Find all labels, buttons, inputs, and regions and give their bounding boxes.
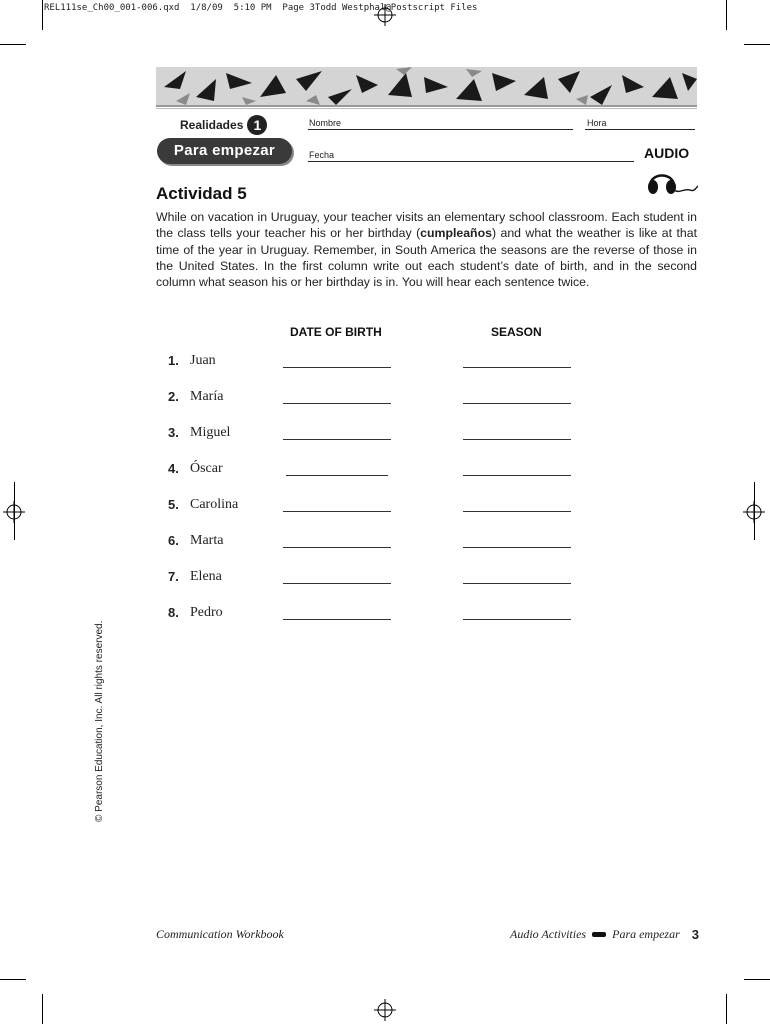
season-answer-blank[interactable]	[463, 619, 571, 620]
season-answer-blank[interactable]	[463, 439, 571, 440]
student-name: Carolina	[190, 497, 239, 512]
row-number: 6.	[168, 533, 179, 548]
student-name: Elena	[190, 569, 222, 584]
season-answer-blank[interactable]	[463, 511, 571, 512]
row-number: 5.	[168, 497, 179, 512]
crop-mark-bottom-left-v	[42, 994, 43, 1024]
dob-answer-blank[interactable]	[283, 439, 391, 440]
instructions-text-cont: ) and what the weather is like at that time of the year in Uruguay. Remember, in South America the seasons are the reverse of those in the United States. In the first column write out each student’s date of birth, and in the second column what season his or her birthday is in. You will hear each sentence twice.	[156, 226, 698, 290]
season-answer-blank[interactable]	[463, 583, 571, 584]
registration-mark-top	[374, 4, 396, 26]
audio-label: AUDIO	[644, 145, 690, 161]
row-number: 4.	[168, 461, 179, 476]
series-name: Realidades	[180, 118, 244, 132]
footer-book-title: Communication Workbook	[156, 927, 284, 941]
dob-answer-blank[interactable]	[283, 403, 391, 404]
season-answer-blank[interactable]	[463, 403, 571, 404]
hora-label: Hora	[587, 118, 607, 128]
student-name: Óscar	[190, 461, 223, 476]
instructions-keyword: cumpleaños	[420, 226, 492, 241]
student-name: María	[190, 389, 224, 404]
headphones-icon	[644, 164, 698, 200]
row-number: 7.	[168, 569, 179, 584]
registration-mark-bottom	[374, 999, 396, 1021]
student-name: Juan	[190, 353, 216, 368]
season-answer-blank[interactable]	[463, 367, 571, 368]
dob-answer-blank[interactable]	[283, 619, 391, 620]
page-number: 3	[691, 927, 700, 942]
crop-mark-top-right-h	[744, 44, 770, 45]
footer-chapter: Audio Activities	[510, 927, 587, 941]
section-badge: Para empezar	[157, 138, 292, 164]
row-number: 1.	[168, 353, 179, 368]
nombre-field[interactable]	[308, 129, 573, 130]
student-name: Pedro	[190, 605, 223, 620]
crop-mark-top-left-h	[0, 44, 26, 45]
side-tick-right	[754, 482, 755, 540]
dob-answer-blank[interactable]	[283, 511, 391, 512]
crop-mark-top-left-v	[42, 0, 43, 30]
banner-rule	[156, 108, 697, 109]
student-name: Miguel	[190, 425, 231, 440]
dob-answer-blank[interactable]	[286, 475, 388, 476]
activity-title: Actividad 5	[156, 184, 247, 203]
crop-mark-top-right-v	[726, 0, 727, 30]
level-badge: 1	[247, 115, 267, 135]
print-slug: REL111se_Ch00_001-006.qxd 1/8/09 5:10 PM Page 3Todd Westphal@Postscript Files	[44, 3, 478, 13]
crop-mark-bottom-left-h	[0, 979, 26, 980]
decorative-banner	[156, 67, 697, 107]
row-number: 3.	[168, 425, 179, 440]
nombre-label: Nombre	[309, 118, 342, 128]
footer-section	[510, 927, 699, 942]
copyright-notice: © Pearson Education, Inc. All rights reserved.	[94, 620, 105, 822]
row-number: 2.	[168, 389, 179, 404]
hora-field[interactable]	[585, 129, 695, 130]
dob-answer-blank[interactable]	[283, 583, 391, 584]
crop-mark-bottom-right-v	[726, 994, 727, 1024]
row-number: 8.	[168, 605, 179, 620]
dob-answer-blank[interactable]	[283, 367, 391, 368]
side-tick-left	[14, 482, 15, 540]
dob-answer-blank[interactable]	[283, 547, 391, 548]
fecha-label: Fecha	[309, 150, 335, 160]
series-label	[180, 115, 267, 135]
season-column-header: SEASON	[491, 325, 542, 339]
footer-separator-icon	[592, 932, 606, 937]
footer-section-name: Para empezar	[612, 927, 680, 941]
season-answer-blank[interactable]	[463, 475, 571, 476]
instructions-text: While on vacation in Uruguay, your teacher visits an elementary school classroom. Each student in the class tells your teacher his or her birthday (	[156, 210, 697, 241]
fecha-field[interactable]	[308, 161, 634, 162]
dob-column-header: DATE OF BIRTH	[290, 325, 382, 339]
season-answer-blank[interactable]	[463, 547, 571, 548]
activity-instructions	[156, 209, 697, 290]
crop-mark-bottom-right-h	[744, 979, 770, 980]
student-name: Marta	[190, 533, 224, 548]
